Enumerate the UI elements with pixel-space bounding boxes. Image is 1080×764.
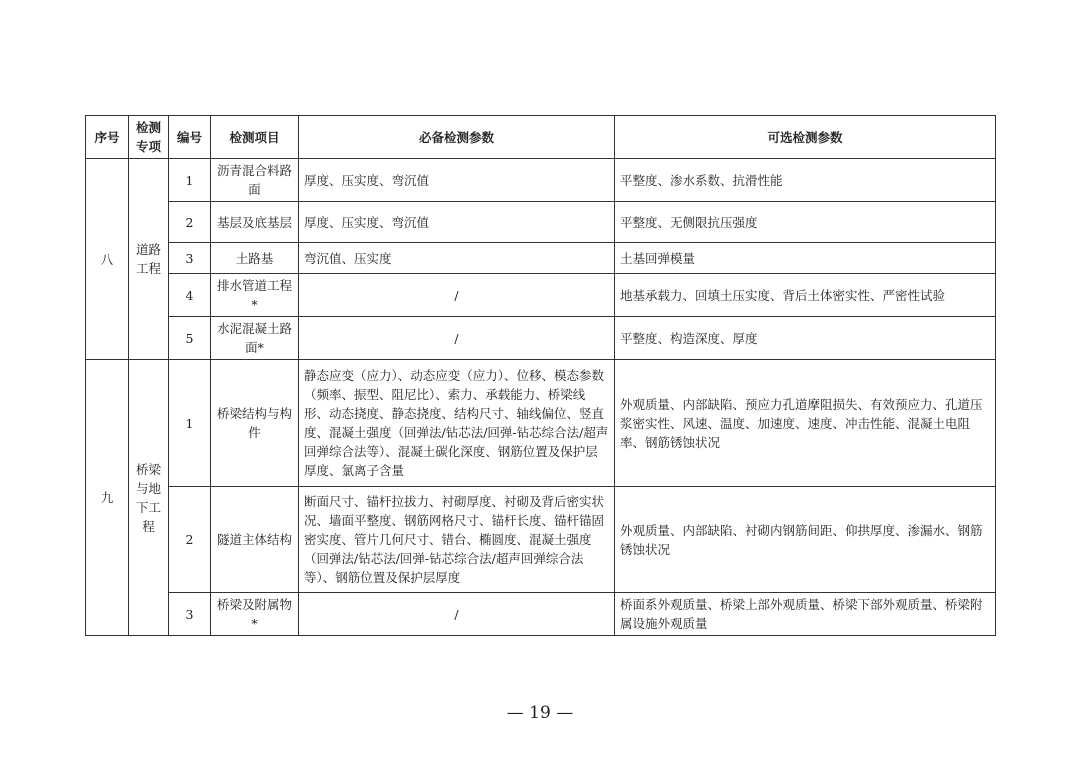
- row-no: 2: [169, 202, 211, 243]
- row-no: 1: [169, 159, 211, 202]
- table-row: [86, 317, 996, 360]
- row-no: 4: [169, 274, 211, 317]
- row-required: 断面尺寸、锚杆拉拔力、衬砌厚度、衬砌及背后密实状况、墙面平整度、钢筋网格尺寸、锚杆长度、锚杆锚固密实度、管片几何尺寸、错台、椭圆度、混凝土强度（回弹法/钻芯法/回弹-钻芯综合法/超声回弹综合法等）、钢筋位置及保护层厚度: [299, 487, 615, 593]
- table-row: [86, 243, 996, 274]
- row-optional: 地基承载力、回填土压实度、背后土体密实性、严密性试验: [615, 274, 996, 317]
- row-item: 桥梁及附属物*: [211, 593, 299, 636]
- header-item: 检测项目: [211, 116, 299, 159]
- row-required: /: [299, 274, 615, 317]
- row-no: 1: [169, 360, 211, 487]
- row-optional: 桥面系外观质量、桥梁上部外观质量、桥梁下部外观质量、桥梁附属设施外观质量: [615, 593, 996, 636]
- header-optional: 可选检测参数: [615, 116, 996, 159]
- row-item: 土路基: [211, 243, 299, 274]
- row-required: 静态应变（应力）、动态应变（应力）、位移、模态参数（频率、振型、阻尼比）、索力、承载能力、桥梁线形、动态挠度、静态挠度、结构尺寸、轴线偏位、竖直度、混凝土强度（回弹法/钻芯法/回弹-钻芯综合法/超声回弹综合法等）、混凝土碳化深度、钢筋位置及保护层厚度、氯离子含量: [299, 360, 615, 487]
- table-row: [86, 159, 996, 202]
- table-row: [86, 360, 996, 487]
- header-seq: 序号: [86, 116, 129, 159]
- row-item: 沥青混合料路面: [211, 159, 299, 202]
- table-row: [86, 274, 996, 317]
- row-optional: 平整度、渗水系数、抗滑性能: [615, 159, 996, 202]
- row-no: 3: [169, 593, 211, 636]
- table-header-row: [86, 116, 996, 159]
- group-seq: 八: [86, 159, 129, 360]
- header-category: 检测专项: [129, 116, 169, 159]
- row-optional: 平整度、无侧限抗压强度: [615, 202, 996, 243]
- row-item: 排水管道工程*: [211, 274, 299, 317]
- table-row: [86, 487, 996, 593]
- row-required: /: [299, 593, 615, 636]
- row-no: 3: [169, 243, 211, 274]
- row-no: 2: [169, 487, 211, 593]
- row-required: /: [299, 317, 615, 360]
- group-category: 桥梁与地下工程: [129, 360, 169, 636]
- inspection-table: [85, 115, 996, 636]
- group-category: 道路工程: [129, 159, 169, 360]
- row-item: 水泥混凝土路面*: [211, 317, 299, 360]
- header-required: 必备检测参数: [299, 116, 615, 159]
- row-optional: 平整度、构造深度、厚度: [615, 317, 996, 360]
- row-item: 隧道主体结构: [211, 487, 299, 593]
- row-required: 厚度、压实度、弯沉值: [299, 202, 615, 243]
- row-optional: 土基回弹模量: [615, 243, 996, 274]
- page-number: — 19 —: [506, 703, 574, 723]
- row-item: 基层及底基层: [211, 202, 299, 243]
- table-row: [86, 593, 996, 636]
- row-optional: 外观质量、内部缺陷、衬砌内钢筋间距、仰拱厚度、渗漏水、钢筋锈蚀状况: [615, 487, 996, 593]
- group-seq: 九: [86, 360, 129, 636]
- row-required: 弯沉值、压实度: [299, 243, 615, 274]
- row-required: 厚度、压实度、弯沉值: [299, 159, 615, 202]
- header-no: 编号: [169, 116, 211, 159]
- row-item: 桥梁结构与构件: [211, 360, 299, 487]
- row-optional: 外观质量、内部缺陷、预应力孔道摩阻损失、有效预应力、孔道压浆密实性、风速、温度、加速度、速度、冲击性能、混凝土电阻率、钢筋锈蚀状况: [615, 360, 996, 487]
- row-no: 5: [169, 317, 211, 360]
- table-row: [86, 202, 996, 243]
